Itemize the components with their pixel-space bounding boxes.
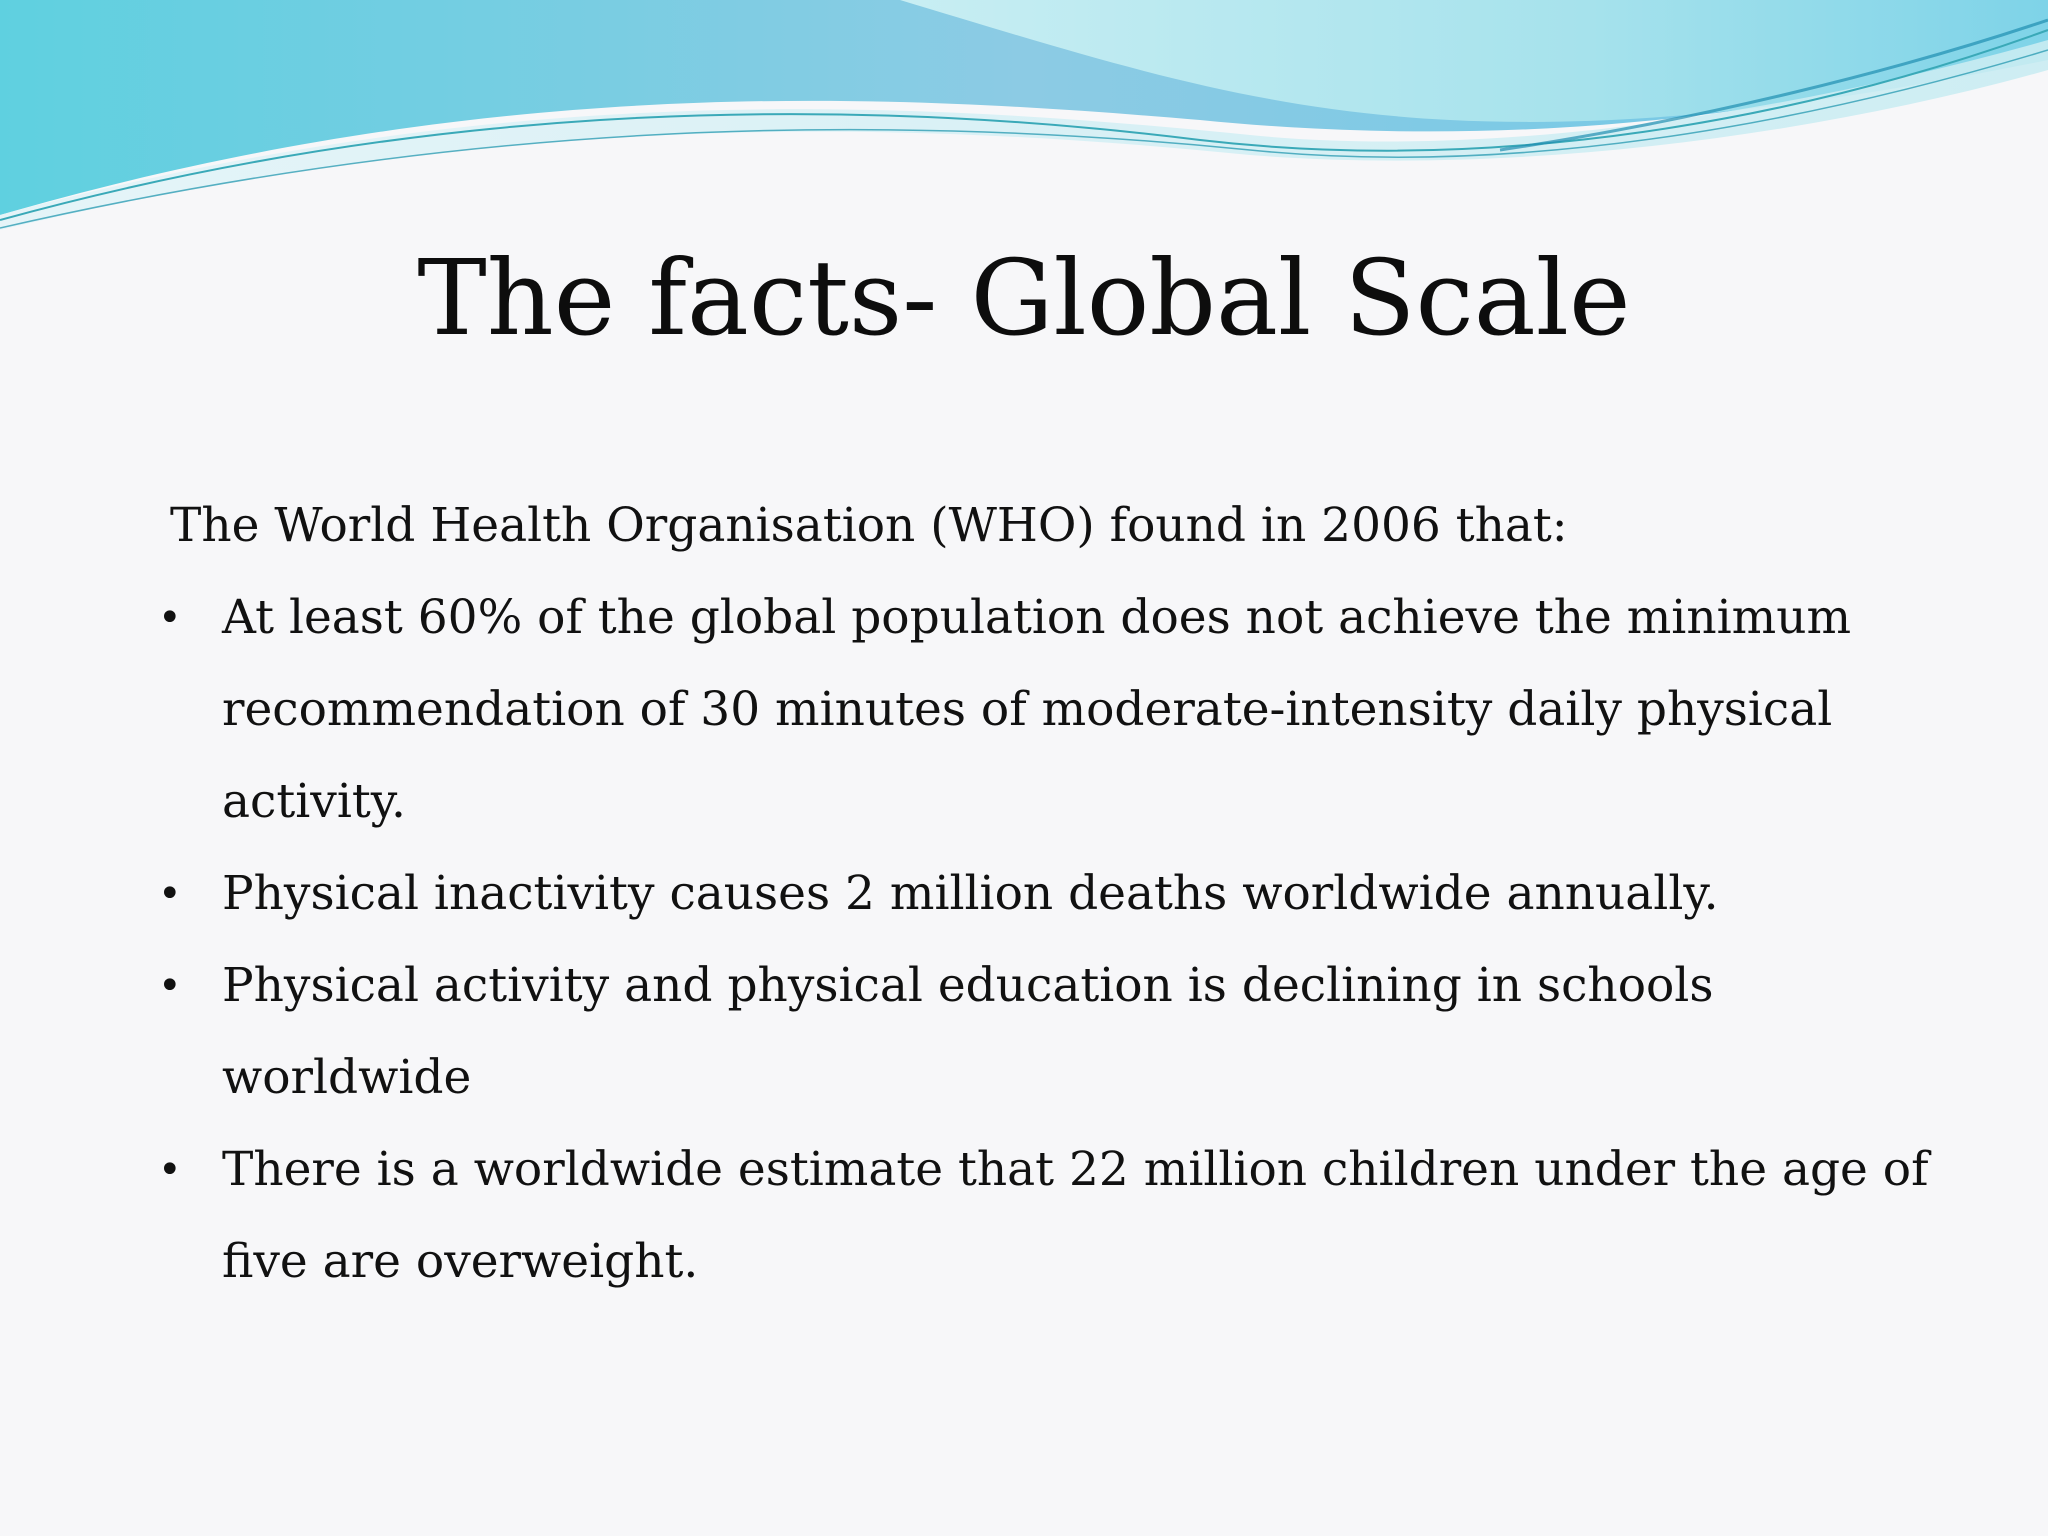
bullet-item <box>150 572 1950 848</box>
bullet-icon: • <box>158 871 182 917</box>
header-wave-decoration <box>0 0 2048 260</box>
bullet-text: Physical activity and physical education is declining in schools worldwide <box>222 958 1714 1105</box>
bullet-text: Physical inactivity causes 2 million deaths worldwide annually. <box>222 866 1719 921</box>
bullet-text: There is a worldwide estimate that 22 million children under the age of five are overweight. <box>222 1142 1929 1289</box>
intro-text: The World Health Organisation (WHO) found in 2006 that: <box>170 498 1568 553</box>
bullet-item <box>150 1124 1950 1308</box>
bullet-item <box>150 940 1950 1124</box>
slide-title: The facts- Global Scale <box>417 237 1631 359</box>
bullet-icon: • <box>158 1147 182 1193</box>
bullet-icon: • <box>158 963 182 1009</box>
bullet-text: At least 60% of the global population does not achieve the minimum recommendation of 30 minutes of moderate-intensity daily physical activity. <box>222 590 1852 829</box>
bullet-item <box>150 848 1950 940</box>
slide-body <box>150 480 1950 1308</box>
bullet-list <box>150 572 1950 1308</box>
bullet-icon: • <box>158 595 182 641</box>
